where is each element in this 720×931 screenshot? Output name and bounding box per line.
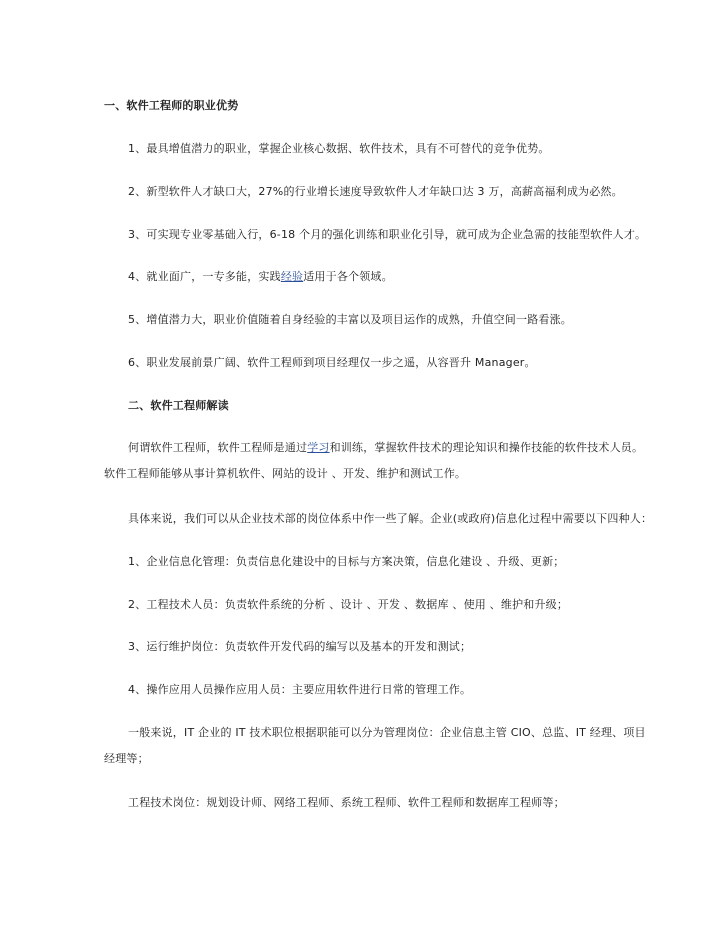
definition-paragraph-line-1: [128, 441, 643, 455]
engineering-positions-paragraph: 工程技术岗位：规划设计师、网络工程师、系统工程师、软件工程师和数据库工程师等；: [128, 796, 565, 809]
advantage-item-4: [128, 270, 393, 284]
definition-text-before: 何谓软件工程师，软件工程师是通过: [128, 441, 308, 454]
advantage-item-4-text-before: 4、就业面广，一专多能，实践: [128, 270, 281, 283]
section-heading-career-advantages: 一、软件工程师的职业优势: [104, 99, 239, 112]
advantage-item-3: 3、可实现专业零基础入行，6-18 个月的强化训练和职业化引导，就可成为企业急需的技能型软件人才。: [128, 228, 647, 241]
it-positions-paragraph-line-1: 一般来说，IT 企业的 IT 技术职位根据职能可以分为管理岗位：企业信息主管 CIO、总监、IT 经理、项目: [128, 726, 646, 739]
advantage-item-6: 6、职业发展前景广阔、软件工程师到项目经理仅一步之遥，从容晋升 Manager。: [128, 356, 536, 369]
advantage-item-1: 1、最具增值潜力的职业，掌握企业核心数据、软件技术，具有不可替代的竞争优势。: [128, 142, 550, 155]
definition-text-after: 和训练，掌握软件技术的理论知识和操作技能的软件技术人员。: [329, 441, 644, 454]
advantage-item-2: 2、新型软件人才缺口大，27%的行业增长速度导致软件人才年缺口达 3 万，高薪高福利成为必然。: [128, 185, 623, 198]
advantage-item-5: 5、增值潜力大，职业价值随着自身经验的丰富以及项目运作的成熟，升值空间一路看涨。: [128, 313, 572, 326]
definition-paragraph-line-2: 软件工程师能够从事计算机软件、网站的设计 、开发、维护和测试工作。: [104, 467, 467, 480]
role-item-3: 3、运行维护岗位：负责软件开发代码的编写以及基本的开发和测试；: [128, 640, 472, 653]
advantage-item-4-text-after: 适用于各个领域。: [303, 270, 393, 283]
study-link[interactable]: 学习: [307, 441, 330, 454]
role-item-4: 4、操作应用人员操作应用人员：主要应用软件进行日常的管理工作。: [128, 683, 472, 696]
role-item-2: 2、工程技术人员：负责软件系统的分析 、设计 、开发 、数据库 、使用 、维护和升级；: [128, 598, 569, 611]
job-system-paragraph: 具体来说，我们可以从企业技术部的岗位体系中作一些了解。企业(或政府)信息化过程中需要以下四种人：: [128, 512, 653, 525]
it-positions-paragraph-line-2: 经理等；: [104, 752, 149, 765]
experience-link[interactable]: 经验: [280, 270, 304, 283]
section-heading-interpretation: 二、软件工程师解读: [128, 399, 229, 412]
role-item-1: 1、企业信息化管理：负责信息化建设中的目标与方案决策，信息化建设 、升级、更新；: [128, 555, 565, 568]
